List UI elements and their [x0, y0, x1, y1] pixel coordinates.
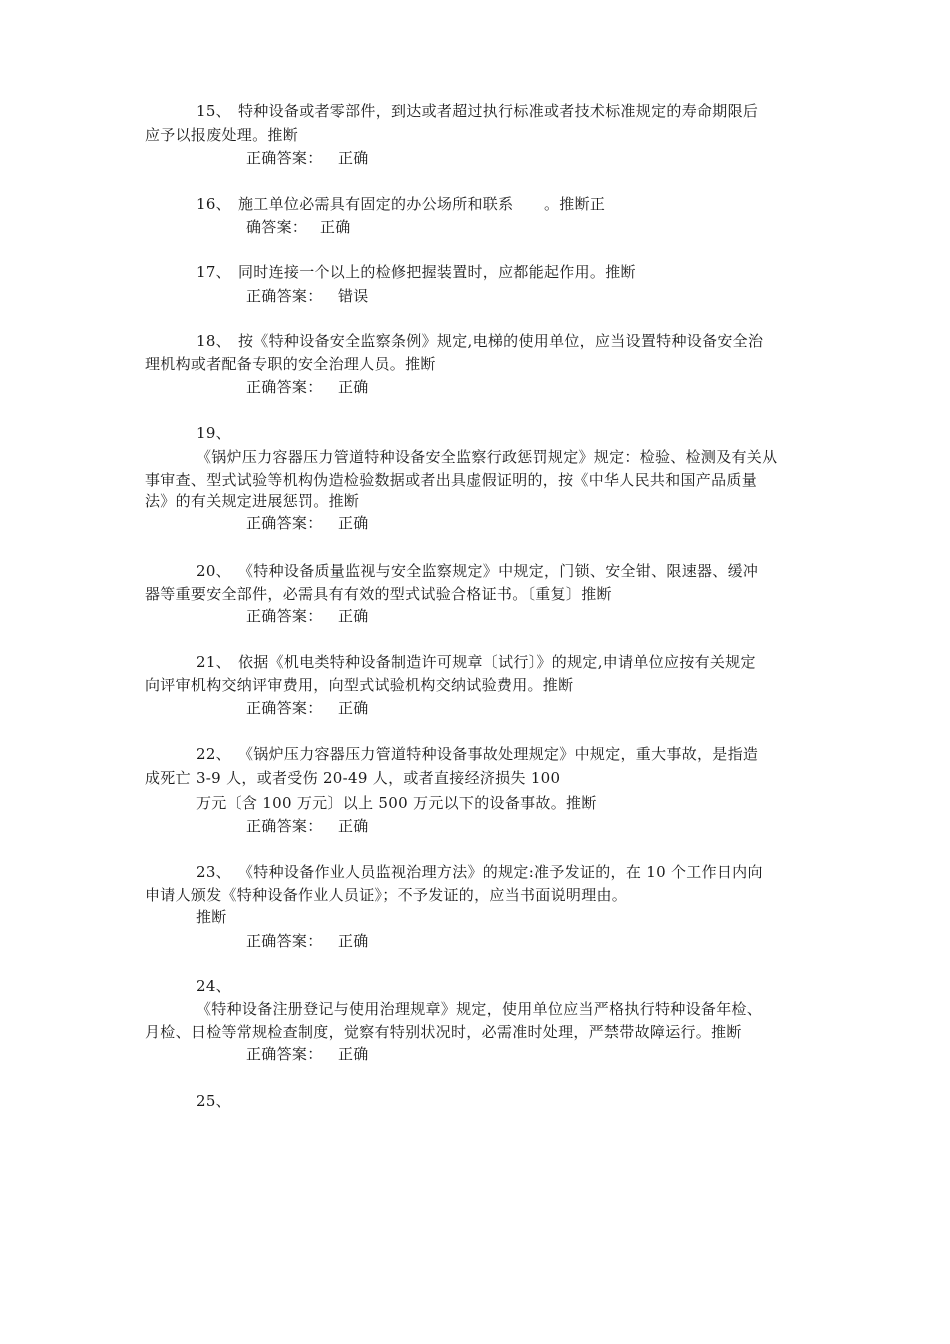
question-23-line-1: [196, 861, 763, 884]
answer-label: 正确答案：: [246, 699, 323, 717]
question-17-number: 17、: [196, 263, 231, 281]
question-21-line-2: 向评审机构交纳评审费用，向型式试验机构交纳试验费用。推断: [145, 676, 574, 694]
question-24-answer: [246, 1043, 369, 1066]
question-17-answer: [246, 285, 369, 308]
answer-value: 正确: [338, 149, 369, 167]
question-18-number: 18、: [196, 332, 231, 350]
question-18-line-1: [196, 330, 763, 353]
question-22-line-1: [196, 743, 758, 766]
answer-label: 正确答案：: [246, 514, 323, 532]
question-23-text: 《特种设备作业人员监视治理方法》的规定:准予发证的，在 10 个工作日内向: [238, 863, 763, 881]
question-19-number: 19、: [196, 424, 231, 442]
answer-value: 正确: [338, 514, 369, 532]
question-20-text: 《特种设备质量监视与安全监察规定》中规定，门锁、安全钳、限速器、缓冲: [238, 562, 759, 580]
question-18-line-2: 理机构或者配备专职的安全治理人员。推断: [145, 355, 436, 373]
question-17-text: 同时连接一个以上的检修把握装置时，应都能起作用。推断: [238, 263, 636, 281]
question-23-answer: [246, 930, 369, 953]
question-22-line-3: 万元〔含 100 万元〕以上 500 万元以下的设备事故。推断: [196, 794, 597, 812]
question-24-number: 24、: [196, 977, 231, 995]
question-17-line-1: [196, 261, 636, 284]
question-23-number: 23、: [196, 863, 231, 881]
question-19-answer: [246, 512, 369, 535]
answer-value: 正确: [338, 1045, 369, 1063]
answer-label: 正确答案：: [246, 1045, 323, 1063]
answer-label: 正确答案：: [246, 817, 323, 835]
question-22-line-2: 成死亡 3-9 人，或者受伤 20-49 人，或者直接经济损失 100: [145, 769, 561, 787]
question-20-line-2: 器等重要安全部件，必需具有有效的型式试验合格证书。〔重复〕推断: [145, 585, 612, 603]
answer-label: 正确答案：: [246, 378, 323, 396]
question-18-answer: [246, 376, 369, 399]
question-16-text: 施工单位必需具有固定的办公场所和联系 。推断正: [238, 195, 606, 213]
question-19-line-3: 法》的有关规定进展惩罚。推断: [145, 492, 360, 510]
question-16-number: 16、: [196, 195, 231, 213]
question-22-answer: [246, 815, 369, 838]
question-22-number: 22、: [196, 745, 231, 763]
answer-value: 正确: [338, 932, 369, 950]
answer-value: 正确: [338, 607, 369, 625]
question-20-number: 20、: [196, 562, 231, 580]
question-21-line-1: [196, 651, 756, 674]
question-24-line-2: 月检、日检等常规检查制度，觉察有特别状况时，必需准时处理，严禁带故障运行。推断: [145, 1023, 742, 1041]
question-15-line-1: [196, 100, 758, 123]
question-20-answer: [246, 605, 369, 628]
answer-value: 正确: [338, 378, 369, 396]
question-19-line-2: 事审查、型式试验等机构伪造检验数据或者出具虚假证明的，按《中华人民共和国产品质量: [145, 471, 758, 489]
answer-value: 正确: [320, 218, 351, 236]
question-25-number: 25、: [196, 1092, 231, 1110]
question-15-text: 特种设备或者零部件，到达或者超过执行标准或者技术标准规定的寿命期限后: [238, 102, 759, 120]
question-15-answer: [246, 147, 369, 170]
answer-label: 确答案：: [246, 218, 308, 236]
answer-value: 正确: [338, 817, 369, 835]
question-15-line-2: 应予以报废处理。推断: [145, 126, 299, 144]
question-18-text: 按《特种设备安全监察条例》规定,电梯的使用单位，应当设置特种设备安全治: [238, 332, 764, 350]
answer-value: 正确: [338, 699, 369, 717]
question-16-answer: [246, 216, 351, 239]
question-23-line-2: 申请人颁发《特种设备作业人员证》；不予发证的，应当书面说明理由。: [145, 886, 628, 904]
question-23-line-3: 推断: [196, 908, 227, 926]
answer-label: 正确答案：: [246, 149, 323, 167]
answer-label: 正确答案：: [246, 287, 323, 305]
answer-label: 正确答案：: [246, 932, 323, 950]
question-24-line-1: 《特种设备注册登记与使用治理规章》规定，使用单位应当严格执行特种设备年检、: [196, 1000, 763, 1018]
question-21-answer: [246, 697, 369, 720]
question-21-number: 21、: [196, 653, 231, 671]
answer-label: 正确答案：: [246, 607, 323, 625]
question-16-line-1: [196, 193, 605, 216]
question-15-number: 15、: [196, 102, 231, 120]
answer-value: 错误: [338, 287, 369, 305]
question-19-line-1: 《锅炉压力容器压力管道特种设备安全监察行政惩罚规定》规定：检验、检测及有关从: [196, 448, 778, 466]
question-20-line-1: [196, 560, 758, 583]
question-22-text: 《锅炉压力容器压力管道特种设备事故处理规定》中规定，重大事故，是指造: [238, 745, 759, 763]
question-21-text: 依据《机电类特种设备制造许可规章〔试行〕》的规定,申请单位应按有关规定: [238, 653, 756, 671]
